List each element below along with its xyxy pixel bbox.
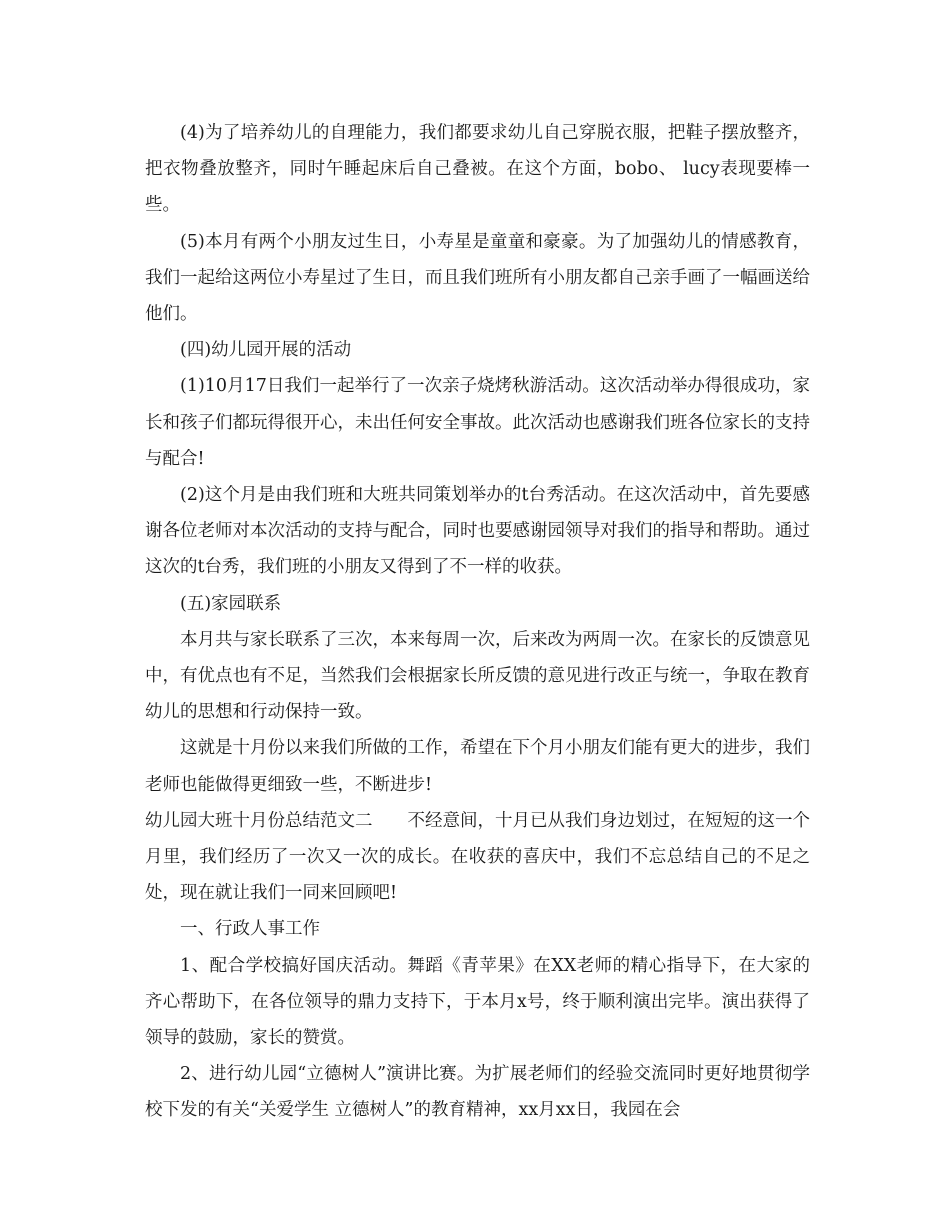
paragraph-closing: 这就是十月份以来我们所做的工作，希望在下个月小朋友们能有更大的进步，我们老师也能做得更细致一些，不断进步! bbox=[145, 738, 810, 795]
paragraph-parent-contact: 本月共与家长联系了三次，本来每周一次，后来改为两周一次。在家长的反馈意见中，有优点也有不足，当然我们会根据家长所反馈的意见进行改正与统一，争取在教育幼儿的思想和行动保持一致。 bbox=[145, 629, 810, 723]
section-two-title: 幼儿园大班十月份总结范文二 bbox=[145, 810, 373, 831]
paragraph-t-show: (2)这个月是由我们班和大班共同策划举办的t台秀活动。在这次活动中，首先要感谢各位老师对本次活动的支持与配合，同时也要感谢园领导对我们的指导和帮助。通过这次的t台秀，我们班的小朋友又得到了不一样的收获。 bbox=[145, 485, 810, 578]
paragraph-speech-contest: 2、进行幼儿园“立德树人”演讲比赛。为扩展老师们的经验交流同时更好地贯彻学校下发的有关“关爱学生 立德树人”的教育精神，xx月xx日，我园在会 bbox=[145, 1064, 810, 1121]
section-two-block bbox=[145, 803, 810, 912]
section-heading-home-school: (五)家园联系 bbox=[180, 593, 282, 614]
section-heading-admin: 一、行政人事工作 bbox=[180, 919, 320, 940]
document-page bbox=[145, 115, 810, 1129]
section-two-intro: 不经意间，十月已从我们身边划过，在短短的这一个月里，我们经历了一次又一次的成长。在收获的喜庆中，我们不忘总结自己的不足之处，现在就让我们一同来回顾吧! bbox=[145, 810, 810, 904]
paragraph-birthday: (5)本月有两个小朋友过生日，小寿星是童童和豪豪。为了加强幼儿的情感教育，我们一起给这两位小寿星过了生日，而且我们班所有小朋友都自己亲手画了一幅画送给他们。 bbox=[145, 231, 810, 325]
paragraph-self-care: (4)为了培养幼儿的自理能力，我们都要求幼儿自己穿脱衣服，把鞋子摆放整齐，把衣物叠放整齐，同时午睡起床后自己叠被。在这个方面，bobo、 lucy表现要棒一些。 bbox=[145, 123, 810, 216]
paragraph-bbq-trip: (1)10月17日我们一起举行了一次亲子烧烤秋游活动。这次活动举办得很成功，家长和孩子们都玩得很开心，未出任何安全事故。此次活动也感谢我们班各位家长的支持与配合! bbox=[145, 376, 810, 469]
section-heading-activities: (四)幼儿园开展的活动 bbox=[180, 340, 352, 361]
paragraph-national-day: 1、配合学校搞好国庆活动。舞蹈《青苹果》在XX老师的精心指导下，在大家的齐心帮助下，在各位领导的鼎力支持下，于本月x号，终于顺利演出完毕。演出获得了领导的鼓励，家长的赞赏。 bbox=[145, 955, 810, 1049]
